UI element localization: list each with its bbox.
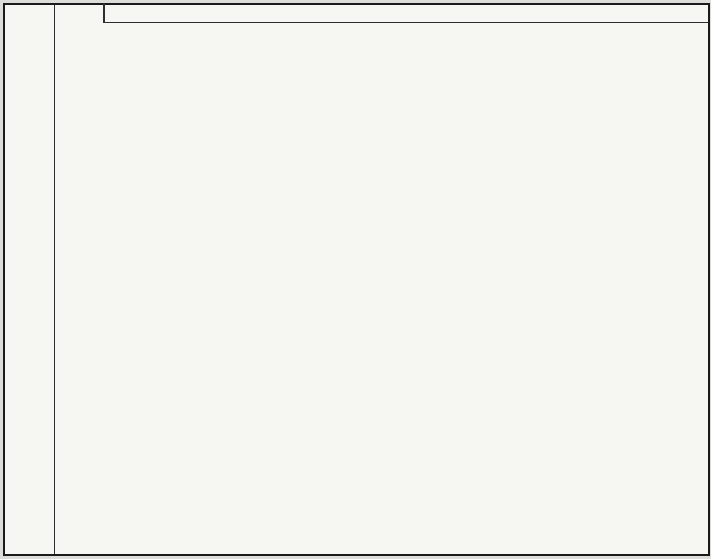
center-distance-header (4, 4, 54, 555)
speed-header-row (4, 22, 709, 289)
output-speed-header (104, 4, 709, 22)
gear-performance-table (3, 3, 710, 556)
ratio-header (54, 4, 104, 555)
subcol-header-row (4, 289, 709, 556)
